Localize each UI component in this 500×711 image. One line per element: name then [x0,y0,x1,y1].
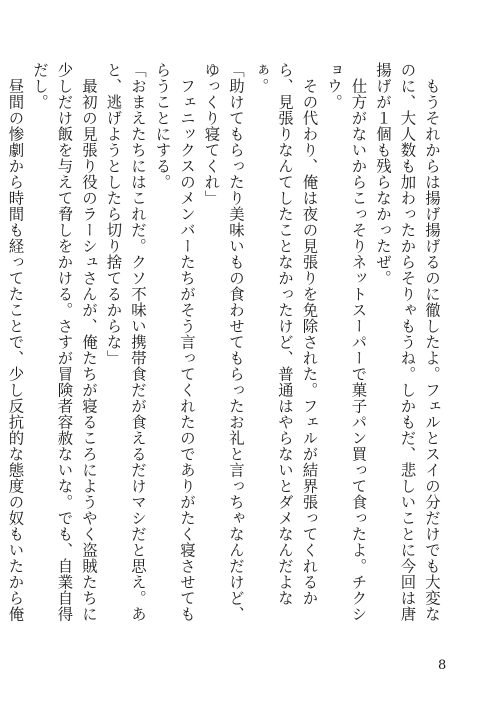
paragraph: 昼間の惨劇から時間も経ってたことで、少し反抗的な態度の奴もいたから俺 [6,77,25,622]
paragraph: もうそれからは揚げ揚げるのに徹したよ。フェルとスイの分だけでも大変なのに、大人数も加わったからそりゃもうね。しかもだ、悲しいことに今回は唐揚げが１個も残らなかったぜ。 [374,62,441,622]
paragraph: 仕方がないからこっそりネットスーパーで菓子パン買って食ったよ。チクショウ。 [325,62,368,622]
vertical-text-block [6,62,444,622]
paragraph: フェニックスのメンバーたちがそう言ってくれたのでありがたく寝させてもらうことにする。 [153,62,196,622]
dialogue-line: 「おまえたちにはこれだ。クソ不味い携帯食だが食えるだけマシだと思え。あと、逃げようとしたら切り捨てるからな」 [104,62,147,622]
paragraph: その代わり、俺は夜の見張りを免除された。フェルが結界張ってくれるから、見張りなんてしたことなかったけど、普通はやらないとダメなんだよなぁ。 [251,62,319,606]
paragraph: 最初の見張り役のラーシュさんが、俺たちが寝るころにようやく盗賊たちに少しだけ飯を与えて脅しをかける。さすが冒険者容赦ないな。でも、自業自得だし。 [31,62,98,622]
dialogue-line: 「助けてもらったり美味いもの食わせてもらったお礼と言っちゃなんだけど、ゆっくり寝てくれ」 [202,62,245,622]
page-number: 8 [438,658,447,673]
